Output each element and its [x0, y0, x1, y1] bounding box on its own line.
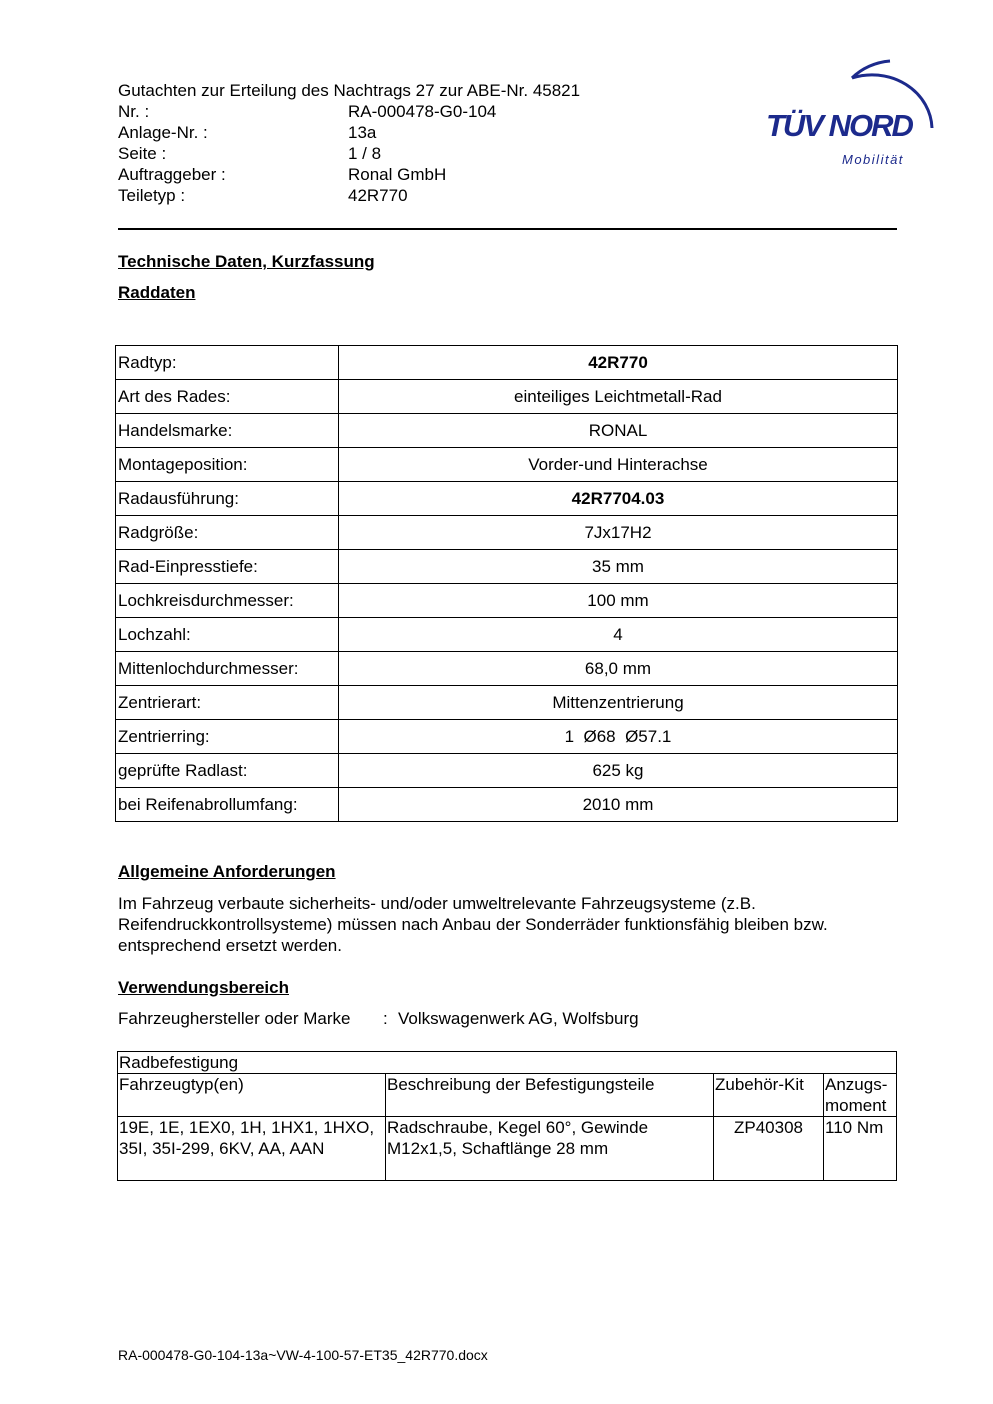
table-row: [116, 482, 898, 516]
raddaten-value: 4: [339, 618, 898, 652]
raddaten-value: RONAL: [339, 414, 898, 448]
table-row: [116, 584, 898, 618]
raddaten-value: 68,0 mm: [339, 652, 898, 686]
header-label-auftraggeber: Auftraggeber :: [118, 165, 226, 184]
raddaten-label: Zentrierring:: [116, 720, 339, 754]
raddaten-value: Vorder-und Hinterachse: [339, 448, 898, 482]
header-value-seite: 1 / 8: [348, 144, 382, 163]
header-value-nr: RA-000478-G0-104: [348, 102, 497, 121]
table-row: [116, 754, 898, 788]
radbefestigung-caption: Radbefestigung: [118, 1052, 897, 1074]
raddaten-label: geprüfte Radlast:: [116, 754, 339, 788]
table-row: [116, 550, 898, 584]
table-caption-row: [118, 1052, 897, 1074]
raddaten-label: Lochzahl:: [116, 618, 339, 652]
table-row: [116, 720, 898, 754]
raddaten-table: [115, 345, 898, 822]
raddaten-value: 625 kg: [339, 754, 898, 788]
raddaten-label: Mittenlochdurchmesser:: [116, 652, 339, 686]
section-title-raddaten: Raddaten: [118, 283, 196, 302]
logo-brand: TÜV NORD: [766, 108, 912, 143]
header-label-teiletyp: Teiletyp :: [118, 186, 186, 205]
manufacturer-value: Volkswagenwerk AG, Wolfsburg: [398, 1009, 639, 1028]
raddaten-value: 7Jx17H2: [339, 516, 898, 550]
manufacturer-label: Fahrzeughersteller oder Marke: [118, 1009, 351, 1028]
logo-subtitle: Mobilität: [842, 152, 904, 167]
table-row: [116, 618, 898, 652]
header-divider: [118, 228, 897, 230]
raddaten-value: 1 Ø68 Ø57.1: [339, 720, 898, 754]
table-row: [116, 380, 898, 414]
column-header-zubehoer-kit: Zubehör-Kit: [714, 1074, 824, 1117]
table-header-row: [118, 1074, 897, 1117]
column-header-beschreibung: Beschreibung der Befestigungsteile: [386, 1074, 714, 1117]
raddaten-value: 2010 mm: [339, 788, 898, 822]
raddaten-label: Handelsmarke:: [116, 414, 339, 448]
header-value-teiletyp: 42R770: [348, 186, 408, 205]
raddaten-label: Art des Rades:: [116, 380, 339, 414]
manufacturer-separator: :: [383, 1009, 388, 1028]
raddaten-label: bei Reifenabrollumfang:: [116, 788, 339, 822]
header-value-auftraggeber: Ronal GmbH: [348, 165, 447, 184]
cell-anzugsmoment: 110 Nm: [824, 1117, 897, 1181]
header-label-seite: Seite :: [118, 144, 167, 163]
allgemeine-anforderungen-text: Im Fahrzeug verbaute sicherheits- und/oder umweltrelevante Fahrzeugsysteme (z.B. Reifendruckkontrollsysteme) müssen nach Anbau der Sonderräder funktionsfähig bleiben bzw. entsprechend ersetzt werden.: [118, 894, 828, 955]
raddaten-label: Rad-Einpresstiefe:: [116, 550, 339, 584]
header-value-anlage: 13a: [348, 123, 377, 142]
radbefestigung-table: [117, 1051, 897, 1181]
raddaten-label: Zentrierart:: [116, 686, 339, 720]
table-row: [116, 516, 898, 550]
table-row: [116, 652, 898, 686]
column-header-anzugsmoment: Anzugs-moment: [824, 1074, 897, 1117]
table-row: [116, 414, 898, 448]
section-title-verwendungsbereich: Verwendungsbereich: [118, 978, 289, 997]
table-row: [116, 788, 898, 822]
header-label-anlage: Anlage-Nr. :: [118, 123, 208, 142]
cell-fahrzeugtyp: 19E, 1E, 1EX0, 1H, 1HX1, 1HXO, 35I, 35I-299, 6KV, AA, AAN: [118, 1117, 386, 1181]
cell-zubehoer-kit: ZP40308: [714, 1117, 824, 1181]
cell-beschreibung: Radschraube, Kegel 60°, Gewinde M12x1,5, Schaftlänge 28 mm: [386, 1117, 714, 1181]
raddaten-label: Radtyp:: [116, 346, 339, 380]
table-row: [118, 1117, 897, 1181]
table-row: [116, 346, 898, 380]
footer-filename: RA-000478-G0-104-13a~VW-4-100-57-ET35_42R770.docx: [118, 1347, 488, 1363]
raddaten-label: Radgröße:: [116, 516, 339, 550]
raddaten-value: 35 mm: [339, 550, 898, 584]
raddaten-label: Radausführung:: [116, 482, 339, 516]
table-row: [116, 448, 898, 482]
raddaten-value: 42R770: [339, 346, 898, 380]
raddaten-value: 42R7704.03: [339, 482, 898, 516]
raddaten-value: 100 mm: [339, 584, 898, 618]
raddaten-value: einteiliges Leichtmetall-Rad: [339, 380, 898, 414]
section-title-technische-daten: Technische Daten, Kurzfassung: [118, 252, 375, 271]
column-header-fahrzeugtyp: Fahrzeugtyp(en): [118, 1074, 386, 1117]
table-row: [116, 686, 898, 720]
document-title: Gutachten zur Erteilung des Nachtrags 27 zur ABE-Nr. 45821: [118, 81, 581, 100]
section-title-allgemeine-anforderungen: Allgemeine Anforderungen: [118, 862, 336, 881]
raddaten-label: Lochkreisdurchmesser:: [116, 584, 339, 618]
tuev-nord-logo: [760, 56, 945, 176]
header-label-nr: Nr. :: [118, 102, 150, 121]
raddaten-value: Mittenzentrierung: [339, 686, 898, 720]
raddaten-label: Montageposition:: [116, 448, 339, 482]
